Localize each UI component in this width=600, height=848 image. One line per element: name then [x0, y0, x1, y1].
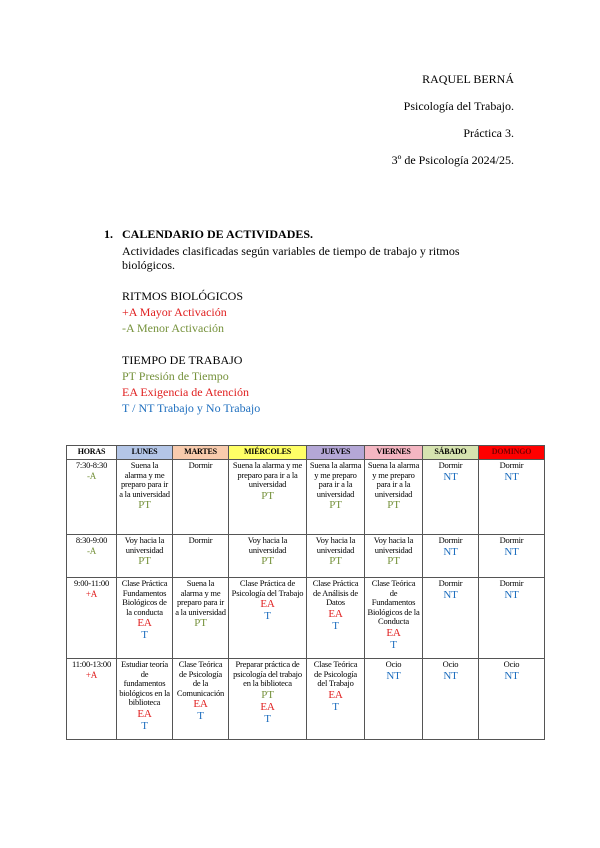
- activity-tag: T: [264, 712, 271, 725]
- activity-text: Dormir: [188, 535, 213, 545]
- activity-tag: T: [264, 610, 271, 622]
- activity-text: Voy hacia la universidad: [247, 535, 288, 555]
- subject-line: Psicología del Trabajo.: [403, 99, 514, 113]
- col-header-sabado: SÁBADO: [423, 446, 479, 460]
- activity-tag: PT: [138, 499, 151, 511]
- activity-text: Dormir: [499, 535, 524, 545]
- section-title: CALENDARIO DE ACTIVIDADES.: [122, 227, 314, 241]
- activity-cell: [365, 460, 423, 535]
- activity-cell: [173, 535, 229, 578]
- section-description: Actividades clasificadas según variables de tiempo de trabajo y ritmos biológicos.: [122, 244, 460, 272]
- author-name: RAQUEL BERNÁ: [422, 72, 514, 86]
- activity-tag: PT: [329, 555, 342, 567]
- course-line: 3º de Psicología 2024/25.: [391, 153, 514, 167]
- activity-tag: T: [390, 638, 397, 651]
- activity-tag: T: [141, 719, 148, 732]
- activity-text: Voy hacia la universidad: [373, 535, 414, 555]
- activity-tag: T: [332, 700, 339, 713]
- ritmos-title: RITMOS BIOLÓGICOS: [122, 289, 244, 303]
- col-header-miercoles: MIÉRCOLES: [229, 446, 307, 460]
- activity-text: Voy hacia la universidad: [124, 535, 165, 555]
- table-row: [67, 578, 545, 659]
- activity-text: Suena la alarma y me preparo para ir a la universidad: [232, 460, 303, 489]
- activity-tag: PT: [138, 555, 151, 567]
- practice-line: Práctica 3.: [463, 126, 514, 140]
- activity-cell: [365, 578, 423, 659]
- activity-cell: [307, 578, 365, 659]
- col-header-lunes: LUNES: [117, 446, 173, 460]
- activity-text: Voy hacia la universidad: [315, 535, 356, 555]
- activity-text: Dormir: [438, 460, 463, 470]
- time-range: 8:30-9:00: [75, 535, 108, 545]
- activity-tag: NT: [504, 470, 519, 483]
- activity-tag: T: [332, 619, 339, 632]
- activity-cell: [423, 578, 479, 659]
- activity-tag: PT: [329, 499, 342, 511]
- activity-cell: [365, 535, 423, 578]
- activity-tag: PT: [261, 555, 274, 567]
- activity-cell: [229, 578, 307, 659]
- activity-text: Suena la alarma y me preparo para ir a la universidad: [309, 460, 362, 499]
- activity-text: Clase Práctica de Análisis de Datos: [312, 578, 359, 607]
- col-header-martes: MARTES: [173, 446, 229, 460]
- activity-cell: [173, 460, 229, 535]
- activity-cell: [423, 460, 479, 535]
- activity-tag: NT: [443, 669, 458, 682]
- activity-tag: EA: [260, 598, 275, 610]
- activity-tag: NT: [504, 588, 519, 601]
- table-header-row: [67, 446, 545, 460]
- activity-tag: EA: [328, 607, 343, 620]
- activity-tag: NT: [386, 669, 401, 682]
- activity-text: Clase Teórica de Psicología del Trabajo: [313, 659, 358, 688]
- col-header-viernes: VIERNES: [365, 446, 423, 460]
- activation-level: +A: [85, 588, 98, 599]
- activity-text: Dormir: [438, 578, 463, 588]
- activity-cell: [229, 535, 307, 578]
- activity-cell: [229, 659, 307, 740]
- time-range: 7:30-8:30: [75, 460, 108, 470]
- activity-tag: PT: [387, 555, 400, 567]
- activity-text: Estudiar teoría de fundamentos biológicos en la biblioteca: [119, 659, 170, 707]
- activity-text: Clase Teórica de Psicología de la Comunicación: [176, 659, 225, 698]
- activity-tag: T: [141, 629, 148, 641]
- time-cell: [67, 460, 117, 535]
- table-row: [67, 535, 545, 578]
- ritmos-legend: [122, 288, 504, 336]
- activity-text: Clase Práctica Fundamentos Biológicos de la conducta: [121, 578, 168, 617]
- activity-tag: PT: [194, 617, 207, 629]
- activity-cell: [365, 659, 423, 740]
- activity-cell: [117, 460, 173, 535]
- activation-level: -A: [86, 470, 97, 481]
- time-range: 11:00-13:00: [71, 659, 112, 669]
- activity-text: Dormir: [438, 535, 463, 545]
- activity-cell: [229, 460, 307, 535]
- activity-cell: [479, 535, 545, 578]
- time-cell: [67, 535, 117, 578]
- activity-cell: [117, 578, 173, 659]
- activity-tag: NT: [504, 545, 519, 558]
- activity-tag: PT: [261, 489, 274, 502]
- legend-exigencia-atencion: EA Exigencia de Atención: [122, 385, 249, 399]
- activity-tag: EA: [193, 698, 208, 710]
- tiempo-title: TIEMPO DE TRABAJO: [122, 353, 243, 367]
- activity-cell: [307, 659, 365, 740]
- activity-cell: [423, 535, 479, 578]
- activation-level: -A: [86, 545, 97, 556]
- activity-tag: EA: [386, 626, 401, 639]
- activity-tag: NT: [443, 470, 458, 483]
- activity-text: Preparar práctica de psicología del trabajo en la biblioteca: [233, 659, 302, 688]
- activity-tag: EA: [137, 617, 152, 629]
- activity-text: Suena la alarma y me preparo para ir a la universidad: [119, 460, 170, 499]
- activity-text: Dormir: [499, 460, 524, 470]
- activity-text: Suena la alarma y me preparo para ir a la universidad: [367, 460, 420, 499]
- col-header-horas: HORAS: [67, 446, 117, 460]
- activity-cell: [307, 460, 365, 535]
- activity-cell: [479, 659, 545, 740]
- table-row: [67, 659, 545, 740]
- activity-tag: NT: [504, 669, 519, 682]
- activity-text: Ocio: [503, 659, 520, 669]
- activity-text: Ocio: [442, 659, 459, 669]
- activity-tag: EA: [137, 707, 152, 720]
- legend-menor-activacion: -A Menor Activación: [122, 321, 224, 335]
- legend-trabajo: T / NT Trabajo y No Trabajo: [122, 401, 261, 415]
- activity-cell: [173, 659, 229, 740]
- activity-tag: NT: [443, 545, 458, 558]
- activity-text: Dormir: [188, 460, 213, 470]
- legend-mayor-activacion: +A Mayor Activación: [122, 305, 227, 319]
- activation-level: +A: [85, 669, 98, 680]
- activity-cell: [307, 535, 365, 578]
- activity-text: Clase Teórica de Fundamentos Biológicos de la Conducta: [367, 578, 420, 626]
- col-header-jueves: JUEVES: [307, 446, 365, 460]
- tiempo-legend: [122, 352, 504, 416]
- activity-tag: PT: [387, 499, 400, 511]
- activity-cell: [423, 659, 479, 740]
- activity-cell: [479, 460, 545, 535]
- section-number: 1.: [104, 227, 113, 241]
- table-row: [67, 460, 545, 535]
- section-heading: [104, 227, 504, 242]
- time-cell: [67, 659, 117, 740]
- schedule-table: [66, 445, 545, 740]
- col-header-domingo: DOMINGO: [479, 446, 545, 460]
- activity-tag: T: [197, 710, 204, 722]
- activity-cell: [117, 659, 173, 740]
- activity-text: Dormir: [499, 578, 524, 588]
- activity-text: Suena la alarma y me preparo para ir a la universidad: [175, 578, 226, 617]
- activities-section: [104, 227, 504, 416]
- activity-tag: PT: [261, 688, 274, 701]
- time-range: 9:00-11:00: [74, 578, 109, 588]
- activity-text: Clase Práctica de Psicología del Trabajo: [231, 578, 304, 598]
- activity-text: Ocio: [385, 659, 402, 669]
- activity-tag: EA: [260, 700, 275, 713]
- activity-cell: [173, 578, 229, 659]
- activity-tag: EA: [328, 688, 343, 701]
- activity-cell: [479, 578, 545, 659]
- activity-cell: [117, 535, 173, 578]
- document-header: [392, 72, 514, 180]
- legend-presion-tiempo: PT Presión de Tiempo: [122, 369, 229, 383]
- activity-tag: NT: [443, 588, 458, 601]
- time-cell: [67, 578, 117, 659]
